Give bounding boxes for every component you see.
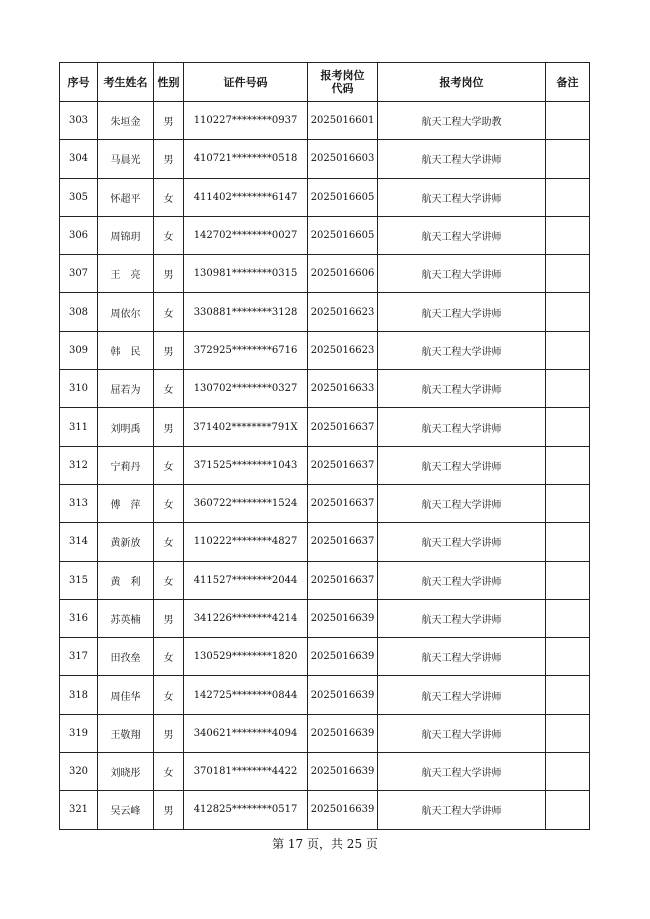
cell-id-number: 411402********6147 xyxy=(184,178,308,216)
cell-position: 航天工程大学讲师 xyxy=(378,446,546,484)
header-code xyxy=(308,63,378,102)
cell-id-number: 372925********6716 xyxy=(184,331,308,369)
cell-name: 黄新放 xyxy=(98,523,154,561)
cell-gender: 男 xyxy=(154,791,184,829)
cell-position: 航天工程大学讲师 xyxy=(378,676,546,714)
cell-gender: 女 xyxy=(154,676,184,714)
cell-remark xyxy=(546,178,590,216)
cell-position-code: 2025016639 xyxy=(308,638,378,676)
cell-gender: 女 xyxy=(154,293,184,331)
cell-id-number: 130981********0315 xyxy=(184,255,308,293)
table-row xyxy=(60,753,590,791)
table-row xyxy=(60,676,590,714)
cell-gender: 女 xyxy=(154,484,184,522)
cell-position-code: 2025016606 xyxy=(308,255,378,293)
cell-seq: 312 xyxy=(60,446,98,484)
header-gender: 性别 xyxy=(154,63,184,102)
table-row xyxy=(60,370,590,408)
cell-seq: 307 xyxy=(60,255,98,293)
cell-seq: 310 xyxy=(60,370,98,408)
cell-position-code: 2025016637 xyxy=(308,523,378,561)
cell-position-code: 2025016639 xyxy=(308,791,378,829)
table-row xyxy=(60,599,590,637)
cell-seq: 303 xyxy=(60,102,98,140)
header-id: 证件号码 xyxy=(184,63,308,102)
cell-id-number: 371402********791X xyxy=(184,408,308,446)
cell-remark xyxy=(546,676,590,714)
cell-name: 王 亮 xyxy=(98,255,154,293)
table-row xyxy=(60,791,590,829)
cell-seq: 315 xyxy=(60,561,98,599)
cell-remark xyxy=(546,331,590,369)
cell-position: 航天工程大学讲师 xyxy=(378,293,546,331)
cell-gender: 女 xyxy=(154,178,184,216)
cell-id-number: 411527********2044 xyxy=(184,561,308,599)
cell-gender: 女 xyxy=(154,216,184,254)
table-row xyxy=(60,216,590,254)
cell-position-code: 2025016637 xyxy=(308,561,378,599)
cell-seq: 316 xyxy=(60,599,98,637)
cell-position-code: 2025016637 xyxy=(308,408,378,446)
header-row xyxy=(60,63,590,102)
cell-position-code: 2025016637 xyxy=(308,484,378,522)
table-row xyxy=(60,331,590,369)
cell-name: 周依尔 xyxy=(98,293,154,331)
table-row xyxy=(60,293,590,331)
cell-remark xyxy=(546,599,590,637)
cell-gender: 男 xyxy=(154,140,184,178)
cell-name: 王敬翔 xyxy=(98,714,154,752)
table-row xyxy=(60,408,590,446)
header-code-line1: 报考岗位 xyxy=(320,69,365,82)
table-row xyxy=(60,255,590,293)
cell-name: 宁莉丹 xyxy=(98,446,154,484)
cell-name: 周佳华 xyxy=(98,676,154,714)
cell-gender: 女 xyxy=(154,523,184,561)
cell-name: 马晨光 xyxy=(98,140,154,178)
cell-name: 傅 萍 xyxy=(98,484,154,522)
cell-seq: 306 xyxy=(60,216,98,254)
candidate-table xyxy=(59,62,590,830)
cell-position-code: 2025016603 xyxy=(308,140,378,178)
header-seq: 序号 xyxy=(60,63,98,102)
cell-id-number: 341226********4214 xyxy=(184,599,308,637)
cell-remark xyxy=(546,561,590,599)
cell-remark xyxy=(546,255,590,293)
table-row xyxy=(60,714,590,752)
cell-id-number: 360722********1524 xyxy=(184,484,308,522)
cell-position: 航天工程大学讲师 xyxy=(378,484,546,522)
cell-position: 航天工程大学讲师 xyxy=(378,370,546,408)
cell-remark xyxy=(546,638,590,676)
cell-position: 航天工程大学讲师 xyxy=(378,753,546,791)
cell-name: 刘晓彤 xyxy=(98,753,154,791)
cell-gender: 女 xyxy=(154,638,184,676)
cell-id-number: 142725********0844 xyxy=(184,676,308,714)
cell-gender: 男 xyxy=(154,408,184,446)
cell-name: 周锦玥 xyxy=(98,216,154,254)
cell-seq: 321 xyxy=(60,791,98,829)
cell-position-code: 2025016601 xyxy=(308,102,378,140)
cell-name: 屈若为 xyxy=(98,370,154,408)
table-row xyxy=(60,561,590,599)
cell-id-number: 330881********3128 xyxy=(184,293,308,331)
cell-position: 航天工程大学讲师 xyxy=(378,140,546,178)
cell-position-code: 2025016605 xyxy=(308,216,378,254)
cell-position-code: 2025016637 xyxy=(308,446,378,484)
cell-id-number: 340621********4094 xyxy=(184,714,308,752)
table-row xyxy=(60,102,590,140)
cell-position-code: 2025016623 xyxy=(308,331,378,369)
page-footer: 第 17 页，共 25 页 xyxy=(272,837,378,851)
cell-name: 黄 利 xyxy=(98,561,154,599)
cell-remark xyxy=(546,484,590,522)
header-name: 考生姓名 xyxy=(98,63,154,102)
cell-remark xyxy=(546,370,590,408)
cell-position-code: 2025016639 xyxy=(308,753,378,791)
cell-name: 朱垣金 xyxy=(98,102,154,140)
cell-position: 航天工程大学讲师 xyxy=(378,791,546,829)
cell-position-code: 2025016605 xyxy=(308,178,378,216)
cell-remark xyxy=(546,523,590,561)
cell-name: 田孜垒 xyxy=(98,638,154,676)
cell-seq: 318 xyxy=(60,676,98,714)
cell-remark xyxy=(546,216,590,254)
cell-seq: 311 xyxy=(60,408,98,446)
cell-position: 航天工程大学讲师 xyxy=(378,331,546,369)
cell-position: 航天工程大学讲师 xyxy=(378,178,546,216)
cell-gender: 男 xyxy=(154,714,184,752)
cell-position: 航天工程大学讲师 xyxy=(378,714,546,752)
header-remark: 备注 xyxy=(546,63,590,102)
cell-id-number: 130529********1820 xyxy=(184,638,308,676)
cell-remark xyxy=(546,714,590,752)
cell-position-code: 2025016639 xyxy=(308,599,378,637)
cell-position-code: 2025016639 xyxy=(308,676,378,714)
cell-seq: 314 xyxy=(60,523,98,561)
cell-position-code: 2025016633 xyxy=(308,370,378,408)
cell-gender: 女 xyxy=(154,370,184,408)
cell-id-number: 142702********0027 xyxy=(184,216,308,254)
table-body xyxy=(60,102,590,830)
cell-position-code: 2025016623 xyxy=(308,293,378,331)
cell-name: 怀超平 xyxy=(98,178,154,216)
cell-remark xyxy=(546,102,590,140)
cell-seq: 308 xyxy=(60,293,98,331)
cell-seq: 317 xyxy=(60,638,98,676)
table-row xyxy=(60,178,590,216)
cell-name: 韩 民 xyxy=(98,331,154,369)
table-row xyxy=(60,140,590,178)
cell-position: 航天工程大学讲师 xyxy=(378,408,546,446)
cell-remark xyxy=(546,408,590,446)
cell-position: 航天工程大学讲师 xyxy=(378,523,546,561)
cell-position: 航天工程大学讲师 xyxy=(378,216,546,254)
cell-seq: 319 xyxy=(60,714,98,752)
table-row xyxy=(60,446,590,484)
cell-name: 苏英楠 xyxy=(98,599,154,637)
cell-id-number: 410721********0518 xyxy=(184,140,308,178)
cell-seq: 305 xyxy=(60,178,98,216)
header-code-line2: 代码 xyxy=(331,82,354,95)
cell-seq: 320 xyxy=(60,753,98,791)
cell-position: 航天工程大学助教 xyxy=(378,102,546,140)
cell-id-number: 370181********4422 xyxy=(184,753,308,791)
cell-id-number: 110222********4827 xyxy=(184,523,308,561)
cell-seq: 313 xyxy=(60,484,98,522)
cell-remark xyxy=(546,293,590,331)
cell-position-code: 2025016639 xyxy=(308,714,378,752)
cell-id-number: 371525********1043 xyxy=(184,446,308,484)
cell-gender: 男 xyxy=(154,255,184,293)
cell-position: 航天工程大学讲师 xyxy=(378,638,546,676)
cell-id-number: 110227********0937 xyxy=(184,102,308,140)
cell-id-number: 130702********0327 xyxy=(184,370,308,408)
cell-remark xyxy=(546,791,590,829)
header-position: 报考岗位 xyxy=(378,63,546,102)
table-row xyxy=(60,638,590,676)
cell-id-number: 412825********0517 xyxy=(184,791,308,829)
cell-name: 吴云峰 xyxy=(98,791,154,829)
cell-remark xyxy=(546,446,590,484)
cell-position: 航天工程大学讲师 xyxy=(378,599,546,637)
cell-seq: 304 xyxy=(60,140,98,178)
cell-remark xyxy=(546,140,590,178)
cell-position: 航天工程大学讲师 xyxy=(378,561,546,599)
cell-remark xyxy=(546,753,590,791)
table-row xyxy=(60,523,590,561)
cell-gender: 女 xyxy=(154,446,184,484)
cell-gender: 男 xyxy=(154,102,184,140)
cell-gender: 女 xyxy=(154,753,184,791)
table-row xyxy=(60,484,590,522)
cell-seq: 309 xyxy=(60,331,98,369)
cell-gender: 男 xyxy=(154,331,184,369)
cell-position: 航天工程大学讲师 xyxy=(378,255,546,293)
cell-name: 刘明禹 xyxy=(98,408,154,446)
cell-gender: 女 xyxy=(154,561,184,599)
cell-gender: 男 xyxy=(154,599,184,637)
